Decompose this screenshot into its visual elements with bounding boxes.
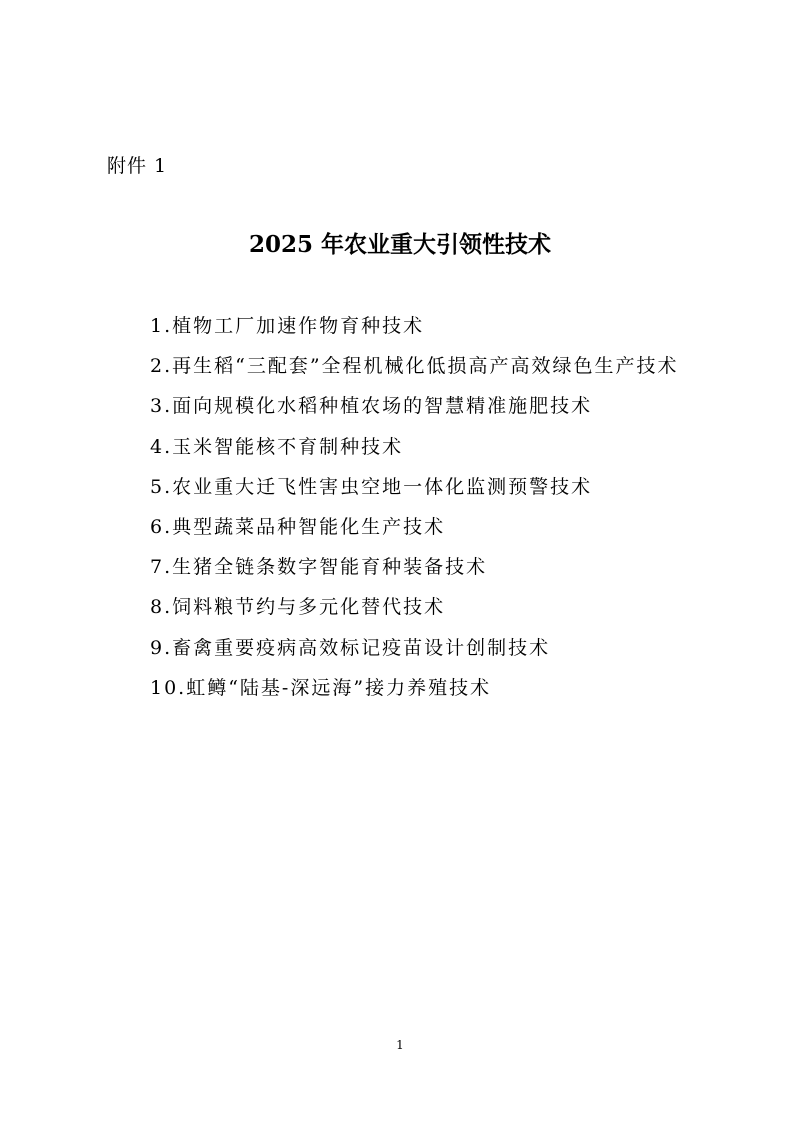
list-item: 7.生猪全链条数字智能育种装备技术 [150, 556, 488, 579]
list-item: 2.再生稻“三配套”全程机械化低损高产高效绿色生产技术 [150, 355, 679, 378]
document-title: 2025 年农业重大引领性技术 [248, 231, 552, 258]
list-item: 1.植物工厂加速作物育种技术 [150, 315, 425, 337]
technology-list [150, 312, 679, 714]
list-item: 5.农业重大迁飞性害虫空地一体化监测预警技术 [150, 475, 593, 498]
list-item: 6.典型蔬菜品种智能化生产技术 [150, 515, 446, 538]
list-item: 9.畜禽重要疫病高效标记疫苗设计创制技术 [150, 636, 551, 659]
list-item: 8.饲料粮节约与多元化替代技术 [150, 596, 446, 619]
list-item: 3.面向规模化水稻种植农场的智慧精准施肥技术 [150, 395, 593, 418]
page-number: 1 [396, 1038, 404, 1052]
attachment-label: 附件 1 [107, 155, 168, 177]
list-item: 10.虹鳟“陆基-深远海”接力养殖技术 [150, 676, 492, 699]
list-item: 4.玉米智能核不育制种技术 [150, 435, 404, 458]
